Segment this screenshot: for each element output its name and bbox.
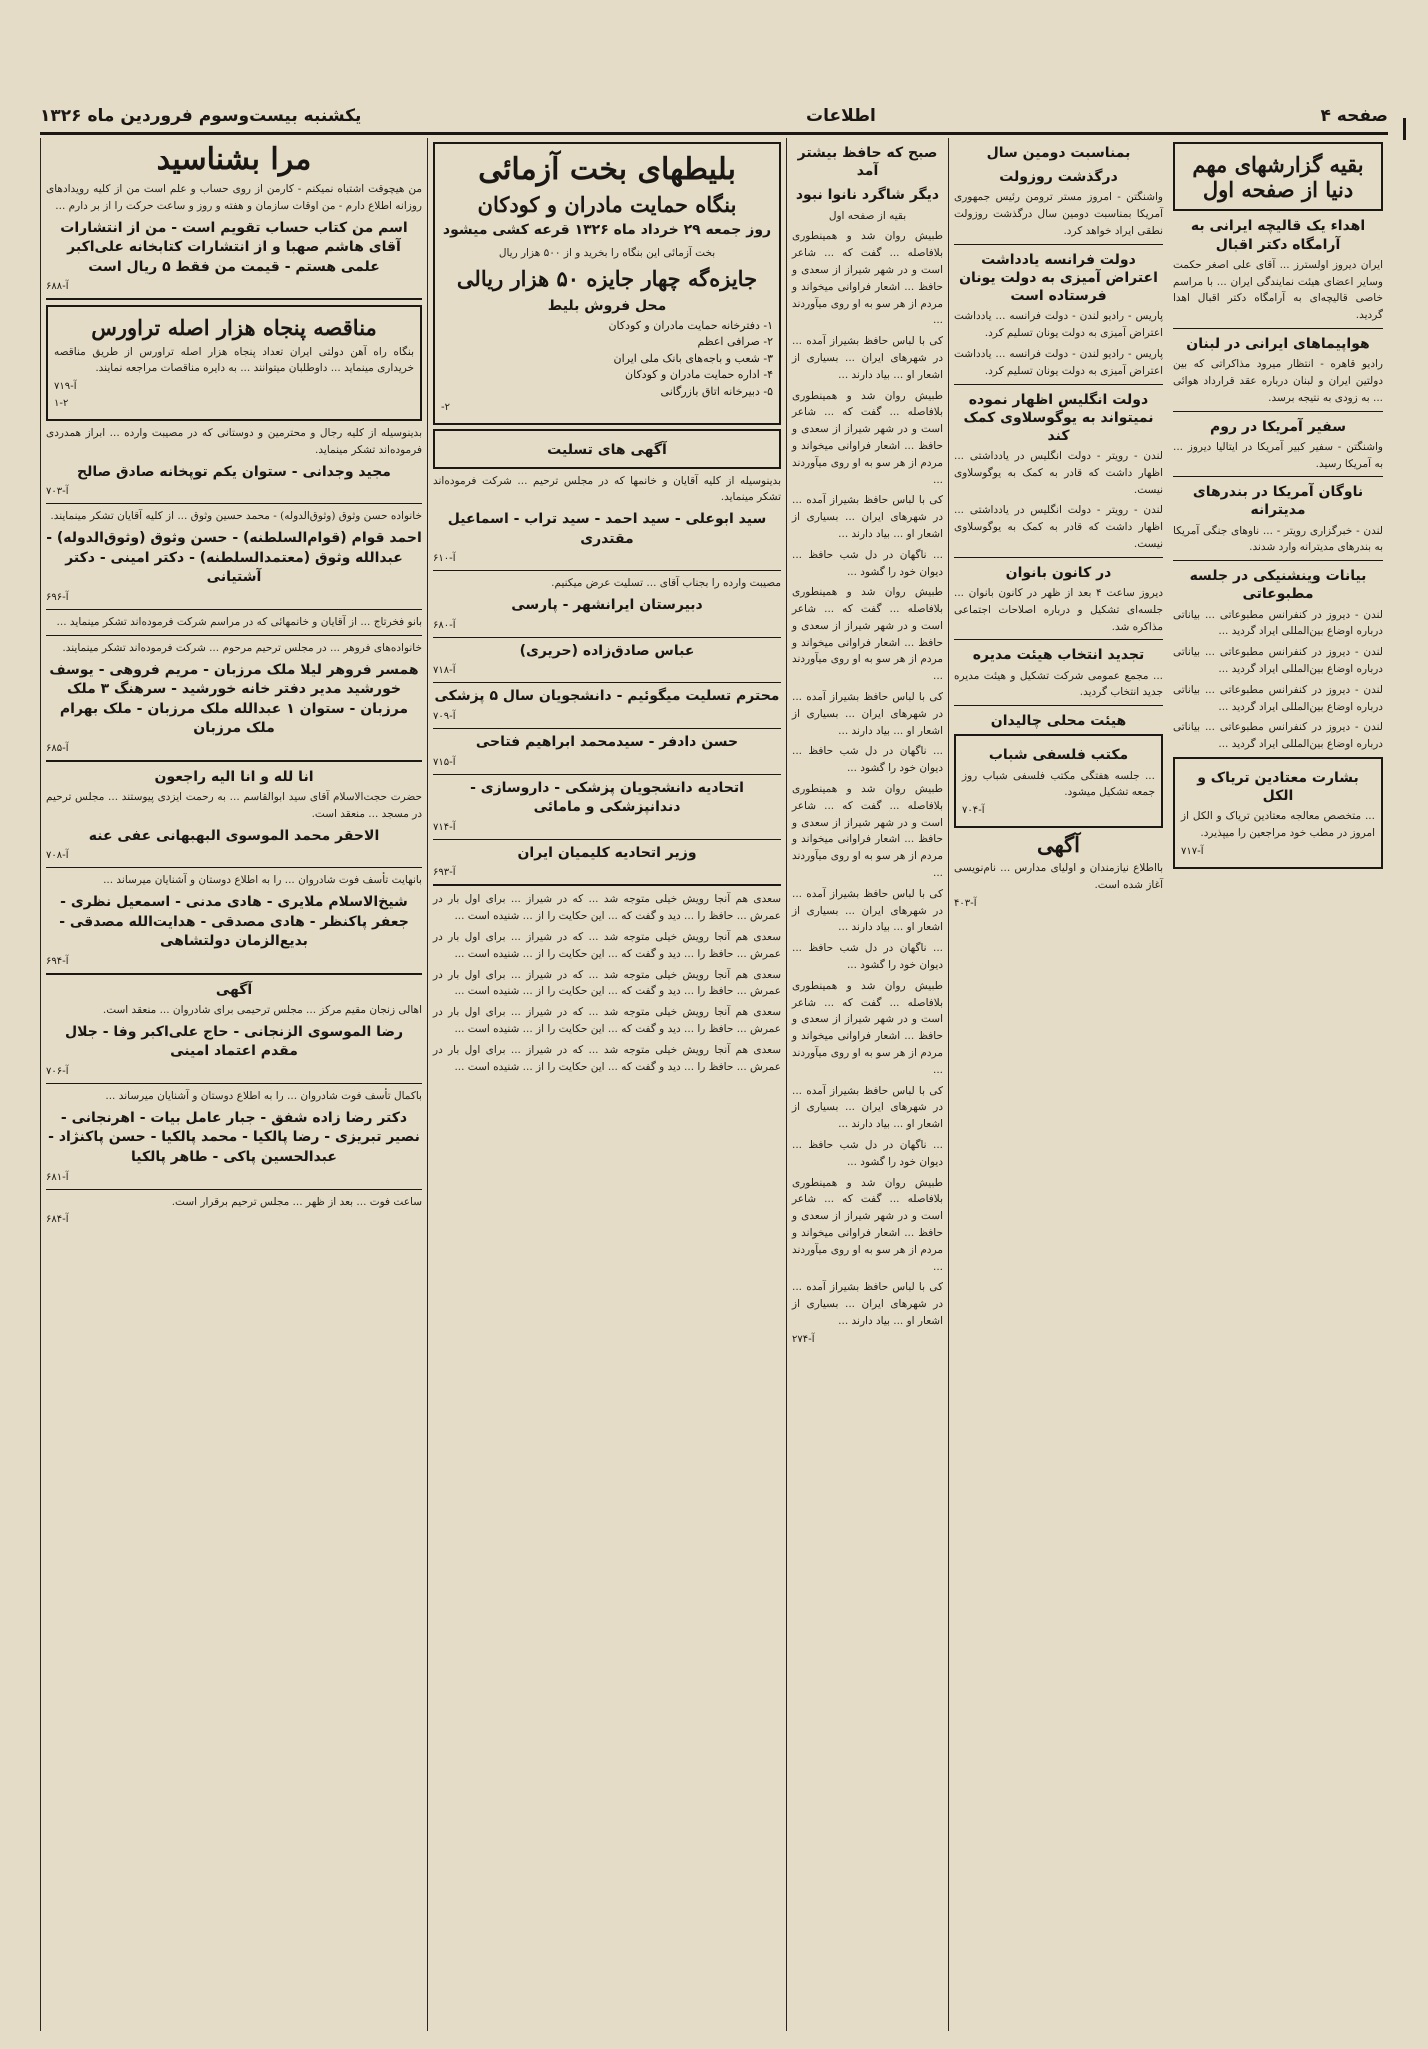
paper-name: اطلاعات xyxy=(806,106,876,126)
condolence-signers: محترم تسلیت میگوئیم - دانشجویان سال ۵ پزشکی xyxy=(434,688,780,705)
article-headline: دولت انگلیس اظهار نموده نمیتواند به یوگوسلاوی کمک کند xyxy=(963,391,1154,444)
world-news-title-box xyxy=(1173,142,1383,211)
article-body: رادیو قاهره - انتظار میرود مذاکراتی که بین دولتین ایران و لبنان درباره عقد قرارداد هوائی ... به زودی به نتیجه برسد. xyxy=(1173,358,1383,404)
story-body: ... ناگهان در دل شب حافظ ... دیوان خود را گشود ... xyxy=(792,745,943,775)
ad-box xyxy=(1173,757,1383,869)
article-body: لندن - خبرگزاری رویتر - ... ناوهای جنگی آمریکا به بندرهای مدیترانه وارد شدند. xyxy=(1173,524,1383,554)
divider xyxy=(1173,328,1383,329)
article-headline: تجدید انتخاب هیئت مدیره xyxy=(972,647,1145,664)
ad-code: آ-۶۸۴ xyxy=(46,1214,69,1226)
article-headline: بمناسبت دومین سال xyxy=(986,145,1131,161)
article-body: واشنگتن - امروز مستر ترومن رئیس جمهوری آمریکا بمناسبت دومین سال درگذشت روزولت نطقی ایراد خواهد کرد. xyxy=(954,191,1163,237)
ad-code: آ-۶۸۰ xyxy=(433,619,456,631)
sale-place: ۴- اداره حمایت مادران و کودکان xyxy=(625,368,773,382)
article-body: لندن - رویتر - دولت انگلیس در یادداشتی ... اظهار داشت که قادر به کمک به یوگوسلاوی نیست. xyxy=(954,504,1163,551)
divider xyxy=(433,728,781,729)
ad-code: آ-۶۸۸ xyxy=(46,281,69,293)
ad-code: آ-۷۰۶ xyxy=(46,1066,69,1078)
sale-place: ۵- دبیرخانه اتاق بازرگانی xyxy=(660,384,773,398)
condolence-body: بدینوسیله از کلیه آقایان و خانمها که در مجلس ترحیم ... شرکت فرموده‌اند تشکر مینماید. xyxy=(433,474,781,504)
ad-code: آ-۷۱۸ xyxy=(433,665,456,677)
story-body: طبیش روان شد و همینطوری بلافاصله ... گفت که ... شاعر است و در شهر شیراز از سعدی و حافظ ... اشعار فراوانی میخواند و مردم از هر سو به او روی میآوردند ... xyxy=(792,586,943,683)
condolence-body: خانواده حسن وثوق (وثوق‌الدوله) - محمد حسین وثوق ... از کلیه آقایان تشکر مینمایند. xyxy=(50,510,422,523)
condolence-signers: شیخ‌الاسلام ملایری - هادی مدنی - اسمعیل نظری - جعفر پاکنظر - هادی مصدقی - هدایت‌الله مصدقی - بدیع‌الزمان دولتشاهی xyxy=(59,894,409,950)
divider xyxy=(954,639,1163,640)
story-subhead: دیگر شاگرد نانوا نبود xyxy=(795,187,940,204)
condolence-body: مصیبت وارده را بجناب آقای ... تسلیت عرض میکنیم. xyxy=(551,577,781,590)
lottery-note: بخت آزمائی این بنگاه را بخرید و از ۵۰۰ هزار ریال xyxy=(498,246,716,259)
story-body: طبیش روان شد و همینطوری بلافاصله ... گفت که ... شاعر است و در شهر شیراز از سعدی و حافظ ... اشعار فراوانی میخواند و مردم از هر سو به او روی میآوردند ... xyxy=(792,979,943,1076)
divider xyxy=(46,635,422,636)
ad-code: آ-۶۹۴ xyxy=(46,955,69,967)
article-headline: سفیر آمریکا در روم xyxy=(1210,418,1346,435)
article-headline: هیئت محلی چالیدان xyxy=(990,713,1127,730)
page-number: صفحه ۴ xyxy=(1320,106,1388,126)
divider xyxy=(433,682,781,683)
ad-title: مناقصه پنجاه هزار اصله تراورس xyxy=(91,315,377,341)
divider xyxy=(954,557,1163,558)
article-body: لندن - دیروز در کنفرانس مطبوعاتی ... بیاناتی درباره اوضاع بین‌المللی ایراد گردید ... xyxy=(1173,608,1383,638)
ad-body: بااطلاع نیازمندان و اولیای مدارس ... نام‌نویسی آغاز شده است. xyxy=(954,862,1163,892)
divider xyxy=(46,1189,422,1190)
ad-code: آ-۶۸۱ xyxy=(46,1171,69,1183)
story-body: طبیش روان شد و همینطوری بلافاصله ... گفت که ... شاعر است و در شهر شیراز از سعدی و حافظ ... اشعار فراوانی میخواند و مردم از هر سو به او روی میآوردند ... xyxy=(792,230,943,327)
condolence-heading: آگهی های تسلیت xyxy=(547,442,667,459)
divider xyxy=(433,839,781,840)
ad-code: -۲ xyxy=(441,402,450,414)
world-news-title: بقیه گزارشهای مهم دنیا از صفحه اول xyxy=(1192,152,1364,203)
column-hafez-story xyxy=(786,138,948,2031)
lottery-org: بنگاه حمایت مادران و کودکان xyxy=(477,192,737,217)
story-body: ... ناگهان در دل شب حافظ ... دیوان خود را گشود ... xyxy=(792,548,943,578)
column-world-news xyxy=(1168,138,1388,2031)
divider xyxy=(954,384,1163,385)
ad-code: آ-۴۰۳ xyxy=(954,897,977,909)
ad-code: آ-۷۰۸ xyxy=(46,850,69,862)
ad-title: مرا بشناسید xyxy=(156,142,312,177)
sale-place: ۲- صرافی اعظم xyxy=(697,335,773,349)
article-body: ایران دیروز اولسترز ... آقای علی اصغر حکمت وسایر اعضای هیئت نمایندگی ایران ... با مراسم خاصی قالیچه‌ای به آرامگاه دکتر اقبال اهدا گردید. xyxy=(1173,258,1383,322)
condolence-signers: عباس صادق‌زاده (حریری) xyxy=(519,642,695,659)
story-note: بقیه از صفحه اول xyxy=(828,209,907,222)
condolence-body: باکمال تأسف فوت شادروان ... را به اطلاع دوستان و آشنایان میرساند ... xyxy=(105,1090,422,1103)
story-body: کی با لباس حافظ بشیراز آمده ... در شهرهای ایران ... بسیاری از اشعار او ... بیاد دارند ... xyxy=(792,1084,943,1131)
sale-place: ۳- شعب و باجه‌های بانک ملی ایران xyxy=(613,351,773,365)
article-headline: بیانات وینشنیکی در جلسه مطبوعاتی xyxy=(1189,568,1367,603)
story-body: کی با لباس حافظ بشیراز آمده ... در شهرهای ایران ... بسیاری از اشعار او ... بیاد دارند ... xyxy=(792,494,943,540)
article-body: دیروز ساعت ۴ بعد از ظهر در کانون بانوان ... جلسه‌ای تشکیل و درباره اصلاحات اجتماعی مذاکره شد. xyxy=(954,587,1164,633)
condolence-body: بانو فخرتاج ... از آقایان و خانمهائی که در مراسم شرکت فرموده‌اند تشکر مینماید ... xyxy=(56,615,422,628)
condolence-heading-box xyxy=(433,429,781,468)
article-headline: هواپیماهای ایرانی در لبنان xyxy=(1186,335,1370,352)
story-body: طبیش روان شد و همینطوری بلافاصله ... گفت که ... شاعر است و در شهر شیراز از سعدی و حافظ ... اشعار فراوانی میخواند و مردم از هر سو به او روی میآوردند ... xyxy=(792,1176,943,1273)
ad-code: آ-۷۱۹ xyxy=(54,381,77,393)
divider xyxy=(46,298,422,300)
condolence-body: بدینوسیله از کلیه رجال و محترمین و دوستانی که در مصیبت وارده ... ابراز همدردی فرموده‌اند تشکر مینماید. xyxy=(46,427,422,456)
article-headline: اهداء یک قالیچه ایرانی به آرامگاه دکتر اقبال xyxy=(1190,218,1366,253)
lottery-ad xyxy=(433,142,781,425)
ad-headline: مکتب فلسفی شباب xyxy=(988,747,1129,764)
margin-mark xyxy=(1403,118,1406,140)
story-body: طبیش روان شد و همینطوری بلافاصله ... گفت که ... شاعر است و در شهر شیراز از سعدی و حافظ ... اشعار فراوانی میخواند و مردم از هر سو به او روی میآوردند ... xyxy=(792,783,943,880)
ad-signature: رضا الموسوی الزنجانی - حاج علی‌اکبر وفا - جلال مقدم اعتماد امینی xyxy=(64,1023,404,1060)
story-body: کی با لباس حافظ بشیراز آمده ... در شهرهای ایران ... بسیاری از اشعار او ... بیاد دارند ... xyxy=(792,1281,943,1327)
sale-places-head: محل فروش بلیط xyxy=(547,297,667,314)
article-body: لندن - دیروز در کنفرانس مطبوعاتی ... بیاناتی درباره اوضاع بین‌المللی ایراد گردید ... xyxy=(1173,646,1383,676)
article-subhead: درگذشت روزولت xyxy=(999,169,1118,186)
ad-signature: اسم من کتاب حساب تقویم است - من از انتشارات آقای هاشم صهبا و از انتشارات کتابخانه علی‌اکبر علمی هستم - قیمت من فقط ۵ ریال است xyxy=(60,219,408,275)
divider xyxy=(433,774,781,775)
sale-places-list xyxy=(441,318,773,401)
ad-box xyxy=(954,734,1163,828)
ad-code: آ-۶۹۶ xyxy=(46,591,69,603)
tender-ad xyxy=(46,305,422,421)
ad-code: آ-۷۱۷ xyxy=(1181,845,1204,857)
condolence-body: بانهایت تأسف فوت شادروان ... را به اطلاع دوستان و آشنایان میرساند ... xyxy=(103,874,422,887)
divider xyxy=(954,705,1163,706)
lottery-date: روز جمعه ۲۹ خرداد ماه ۱۳۲۶ قرعه کشی میشود xyxy=(442,222,772,239)
condolence-signers: احمد قوام (قوام‌السلطنه) - حسن وثوق (وثوق‌الدوله) - عبدالله وثوق (معتمدالسلطنه) - دکتر امینی - دکتر آشتیانی xyxy=(46,530,422,586)
story-body: کی با لباس حافظ بشیراز آمده ... در شهرهای ایران ... بسیاری از اشعار او ... بیاد دارند ... xyxy=(792,887,943,934)
ad-body: بنگاه راه آهن دولتی ایران تعداد پنجاه هزار اصله تراورس از طریق مناقصه خریداری مینماید ... داوطلبان میتوانند ... به دایره مناقصات مراجعه نمایند. xyxy=(54,345,414,375)
column-news-2 xyxy=(948,138,1168,2031)
ad-headline: بشارت معتادین تریاک و الکل xyxy=(1197,770,1359,805)
condolence-signers: اتحادیه دانشجویان پزشکی - داروسازی - دندانپزشکی و مامائی xyxy=(470,779,744,816)
condolence-signers: سید ابوعلی - سید احمد - سید تراب - اسماعیل مقتدری xyxy=(447,511,767,547)
divider xyxy=(1173,560,1383,561)
divider xyxy=(433,570,781,571)
lottery-prize: جایزه‌گه چهار جایزه ۵۰ هزار ریالی xyxy=(456,265,758,291)
condolence-signers: مجید وجدانی - ستوان یکم توپخانه صادق صالح xyxy=(77,463,391,480)
divider xyxy=(46,867,422,868)
condolence-signers: دبیرستان ایرانشهر - پارسی xyxy=(511,597,703,614)
issue-date: یکشنبه بیست‌وسوم فروردین ماه ۱۳۲۶ xyxy=(40,106,362,126)
ad-headline: آگهی xyxy=(1036,832,1080,858)
ad-code: آ-۷۱۵ xyxy=(433,756,456,768)
divider xyxy=(433,637,781,638)
ad-title: آگهی xyxy=(215,981,253,998)
story-headline: صبح که حافظ بیشتر آمد xyxy=(797,145,938,180)
condolence-body: خانواده‌های فروهر ... در مجلس ترحیم مرحوم ... شرکت فرموده‌اند تشکر مینمایند. xyxy=(62,641,422,654)
condolence-signers: همسر فروهر لیلا ملک مرزبان - مریم فروهی - یوسف خورشید مدیر دفتر خانه خورشید - سرهنگ ۳ ملک مرزبان - ستوان ۱ عبدالله ملک مرزبان - ملک بهرام ملک مرزبان xyxy=(49,661,419,737)
divider xyxy=(954,244,1163,245)
ad-code: آ-۶۱۰ xyxy=(433,553,456,565)
story-body: کی با لباس حافظ بشیراز آمده ... در شهرهای ایران ... بسیاری از اشعار او ... بیاد دارند ... xyxy=(792,335,943,381)
story-body: ... ناگهان در دل شب حافظ ... دیوان خود را گشود ... xyxy=(792,1139,943,1168)
ad-body: من هیچوقت اشتباه نمیکنم - کارمن از روی حساب و علم است من از کلیه رویدادهای روزانه اطلاع دارم - من اوقات سازمان و هفته و روز و ساعت حرکت را از بر دارم ... xyxy=(46,183,422,212)
divider xyxy=(46,609,422,610)
divider xyxy=(46,760,422,762)
article-body: لندن - دیروز در کنفرانس مطبوعاتی ... بیاناتی درباره اوضاع بین‌المللی ایراد گردید ... xyxy=(1173,721,1383,751)
condolence-body: ساعت فوت ... بعد از ظهر ... مجلس ترحیم برقرار است. xyxy=(171,1195,422,1208)
article-body: پاریس - رادیو لندن - دولت فرانسه ... یادداشت اعتراض آمیزی به دولت یونان تسلیم کرد. xyxy=(954,347,1163,377)
ad-code: آ-۷۰۳ xyxy=(46,486,69,498)
ad-code: آ-۶۹۳ xyxy=(433,867,456,879)
ad-code: آ-۶۸۵ xyxy=(46,742,69,754)
divider xyxy=(1173,411,1383,412)
column-ads xyxy=(40,138,427,2031)
article-headline: ناوگان آمریکا در بندرهای مدیترانه xyxy=(1192,484,1364,519)
story-continuation: سعدی هم آنجا رویش خیلی متوجه شد ... که در شیراز ... برای اول بار در عمرش ... حافظ را ... دید و گفت که ... این حکایت را از ... شنیده است ... xyxy=(433,893,781,923)
ad-code: آ-۷۰۴ xyxy=(962,805,985,817)
divider xyxy=(1173,476,1383,477)
article-body: لندن - دیروز در کنفرانس مطبوعاتی ... بیاناتی درباره اوضاع بین‌المللی ایراد گردید ... xyxy=(1173,683,1383,713)
story-body: کی با لباس حافظ بشیراز آمده ... در شهرهای ایران ... بسیاری از اشعار او ... بیاد دارند ... xyxy=(792,691,943,737)
article-body: لندن - رویتر - دولت انگلیس در یادداشتی ... اظهار داشت که قادر به کمک به یوگوسلاوی نیست. xyxy=(954,450,1163,496)
ad-body: ... متخصص معالجه معتادین تریاک و الکل از امروز در مطب خود مراجعین را میپذیرد. xyxy=(1181,810,1375,840)
ad-code: آ-۷۱۴ xyxy=(433,821,456,833)
lottery-title: بلیطهای بخت آزمائی xyxy=(478,152,736,187)
divider xyxy=(46,1083,422,1084)
divider xyxy=(433,884,781,886)
column-lottery-condolences xyxy=(427,138,786,2031)
story-code: آ-۲۷۴ xyxy=(792,1333,815,1345)
condolence-signers: دکتر رضا زاده شفق - جبار عامل بیات - اهرنجانی - نصیر تبریزی - رضا پالکیا - محمد پالکیا - حسن پاکنژاد - عبدالحسین پاکی - طاهر پالکیا xyxy=(48,1109,420,1165)
article-headline: دولت فرانسه یادداشت اعتراض آمیزی به دولت یونان فرستاده است xyxy=(959,251,1158,305)
article-body: پاریس - رادیو لندن - دولت فرانسه ... یادداشت اعتراض آمیزی به دولت یونان تسلیم کرد. xyxy=(954,310,1163,340)
ad-code: آ-۷۰۹ xyxy=(433,711,456,722)
story-continuation: سعدی هم آنجا رویش خیلی متوجه شد ... که در شیراز ... برای اول بار در عمرش ... حافظ را ... دید و گفت که ... این حکایت را از ... شنیده است ... xyxy=(433,968,781,998)
condolence-signers: الاحقر محمد الموسوی البهبهانی عفی عنه xyxy=(88,827,380,844)
story-body: ... ناگهان در دل شب حافظ ... دیوان خود را گشود ... xyxy=(792,942,943,972)
columns-frame xyxy=(40,138,1388,2031)
ad-body: اهالی زنجان مقیم مرکز ... مجلس ترحیمی برای شادروان ... منعقد است. xyxy=(102,1004,422,1017)
condolence-body: حضرت حجت‌الاسلام آقای سید ابوالقاسم ... به رحمت ایزدی پیوستند ... مجلس ترحیم در مسجد ... منعقد است. xyxy=(46,791,422,820)
divider xyxy=(46,503,422,504)
story-continuation: سعدی هم آنجا رویش خیلی متوجه شد ... که در شیراز ... برای اول بار در عمرش ... حافظ را ... دید و گفت که ... این حکایت را از ... شنیده است ... xyxy=(433,1043,781,1073)
condolence-title: انا لله و انا الیه راجعون xyxy=(154,768,314,785)
story-continuation: سعدی هم آنجا رویش خیلی متوجه شد ... که در شیراز ... برای اول بار در عمرش ... حافظ را ... دید و گفت که ... این حکایت را از ... شنیده است ... xyxy=(433,930,781,960)
page-header xyxy=(40,100,1388,135)
article-body: واشنگتن - سفیر کبیر آمریکا در ایتالیا دیروز ... به آمریکا رسید. xyxy=(1173,440,1383,470)
story-body: طبیش روان شد و همینطوری بلافاصله ... گفت که ... شاعر است و در شهر شیراز از سعدی و حافظ ... اشعار فراوانی میخواند و مردم از هر سو به او روی میآوردند ... xyxy=(792,389,943,486)
article-body: ... مجمع عمومی شرکت تشکیل و هیئت مدیره جدید انتخاب گردید. xyxy=(954,669,1163,699)
story-continuation: سعدی هم آنجا رویش خیلی متوجه شد ... که در شیراز ... برای اول بار در عمرش ... حافظ را ... دید و گفت که ... این حکایت را از ... شنیده است ... xyxy=(433,1006,781,1035)
divider xyxy=(46,973,422,975)
condolence-signers: وزیر اتحادیه کلیمیان ایران xyxy=(517,844,697,861)
article-headline: در کانون بانوان xyxy=(1005,564,1112,581)
sale-place: ۱- دفترخانه حمایت مادران و کودکان xyxy=(608,318,773,332)
ad-body: ... جلسه هفتگی مکتب فلسفی شباب روز جمعه تشکیل میشود. xyxy=(962,769,1155,799)
ad-code: ۱-۲ xyxy=(54,398,69,410)
condolence-signers: حسن دادفر - سیدمحمد ابراهیم فتاحی xyxy=(475,734,739,750)
